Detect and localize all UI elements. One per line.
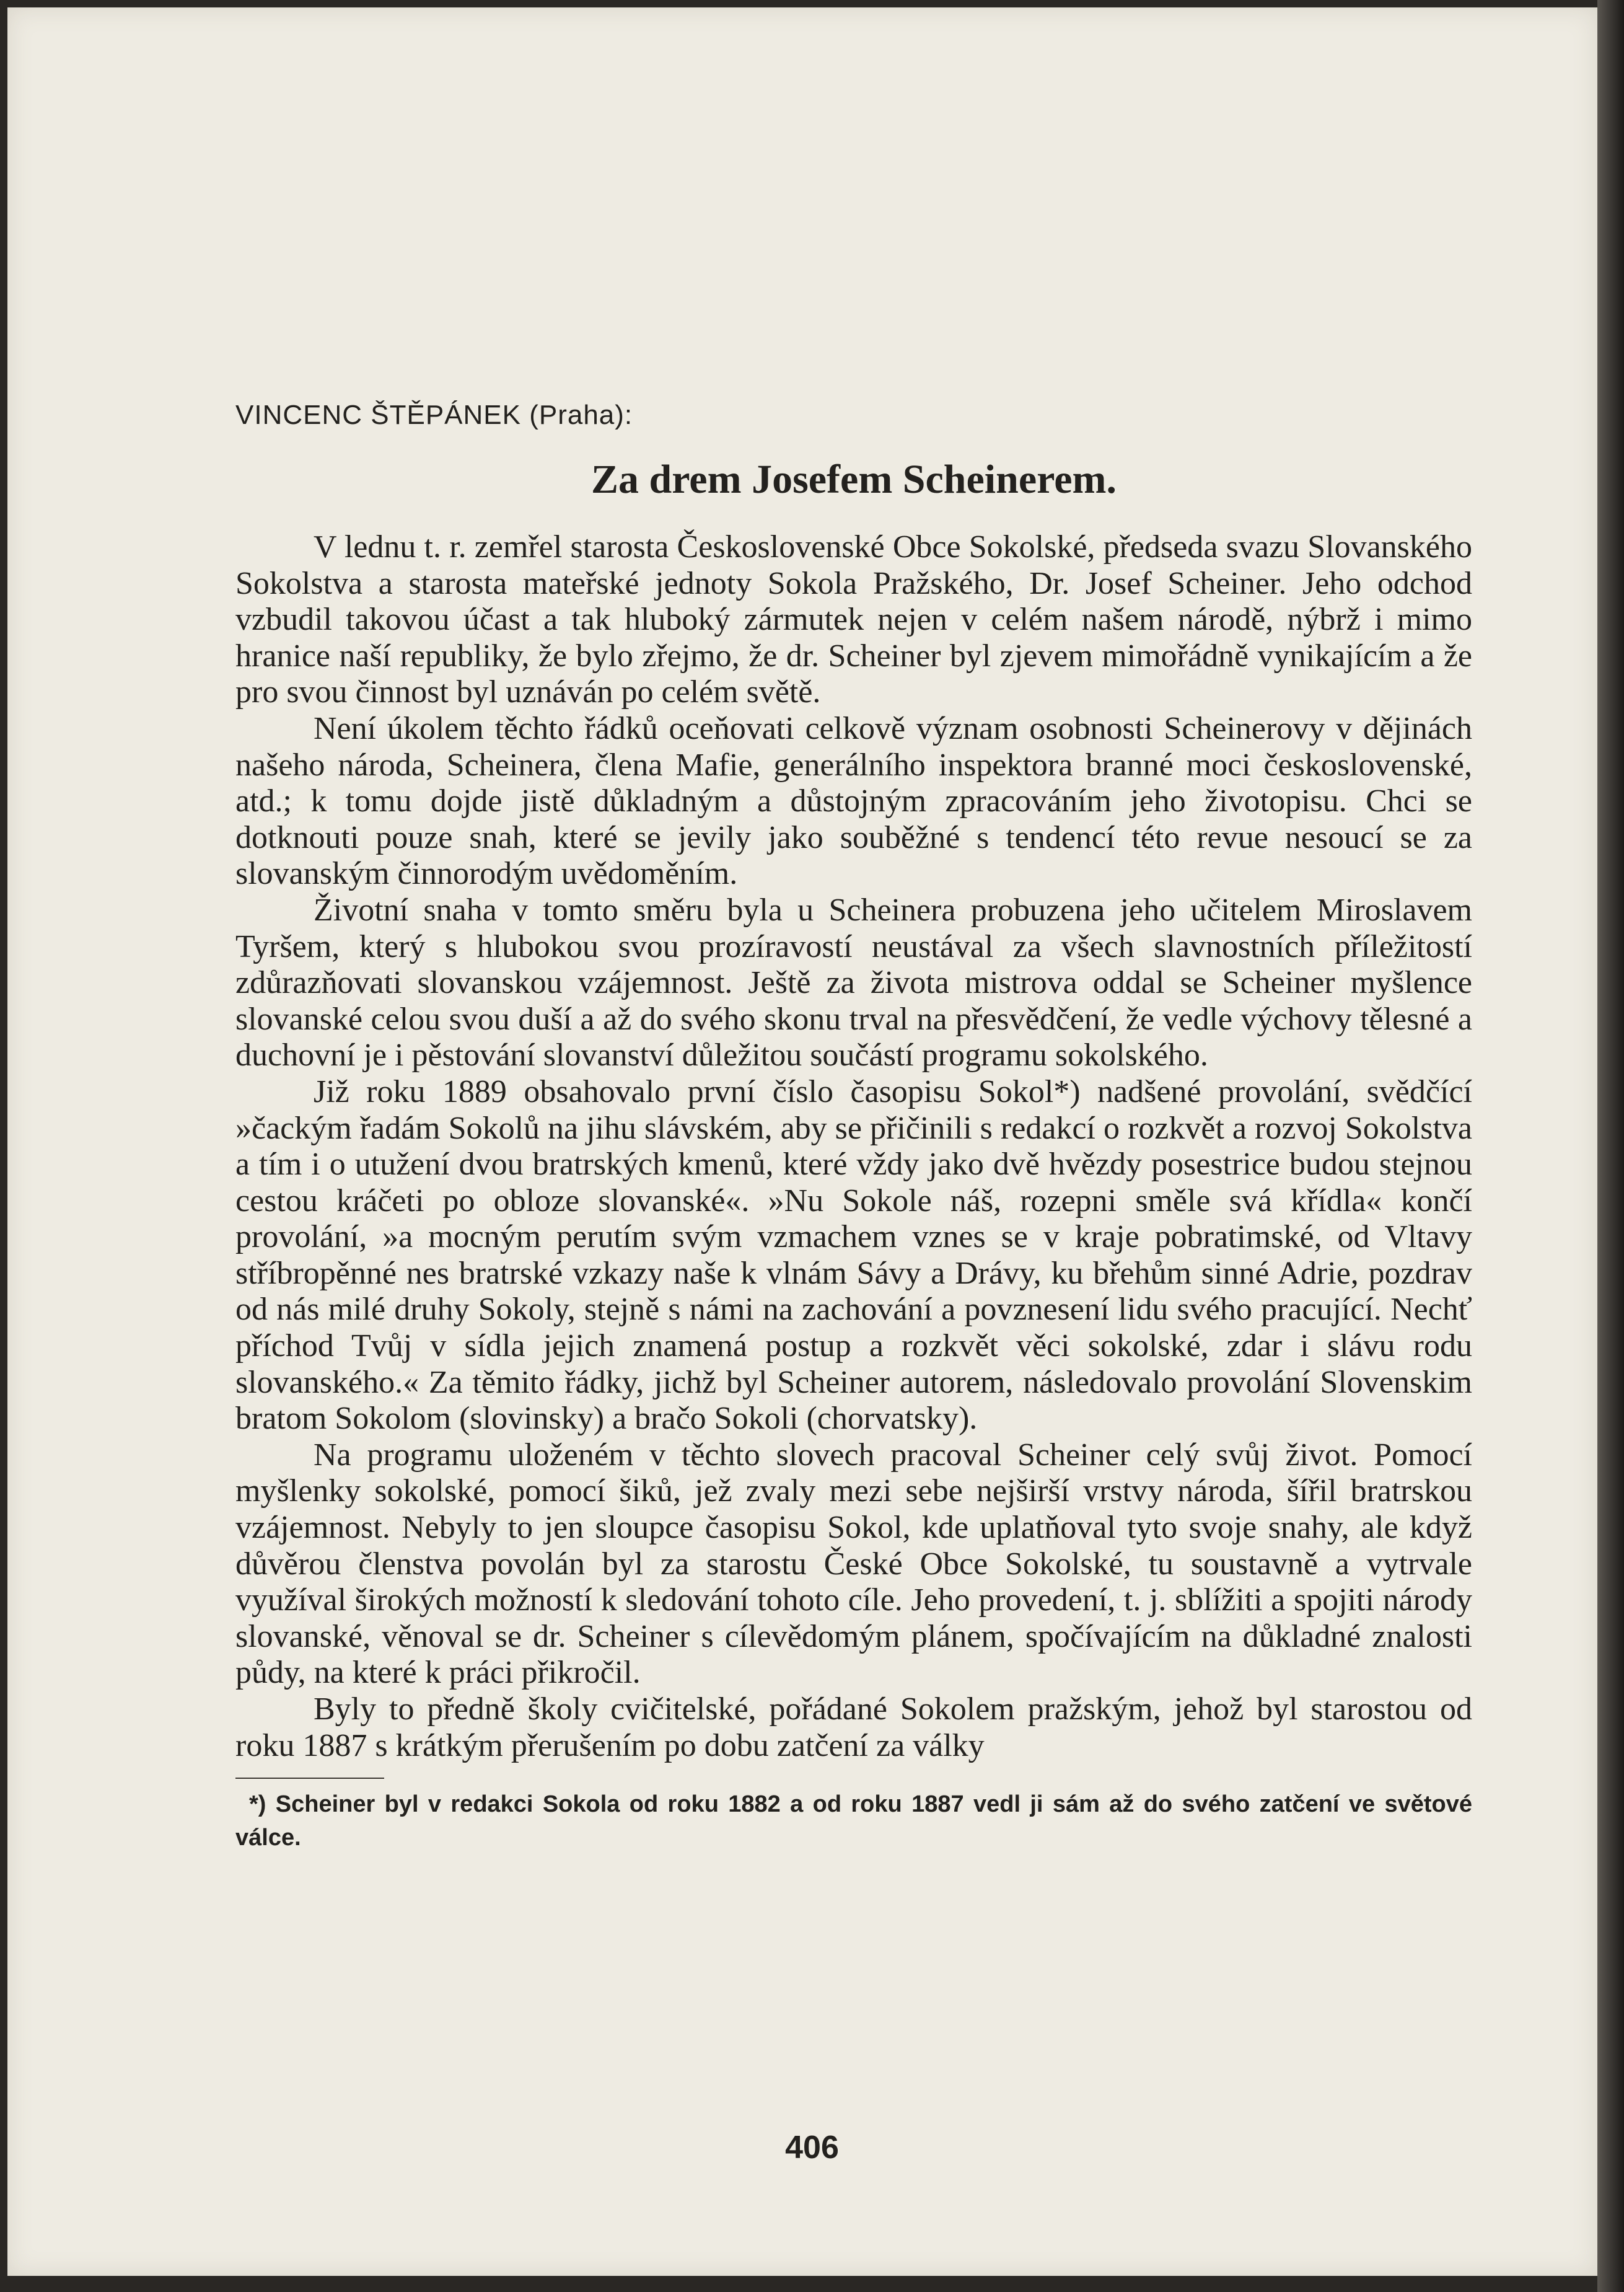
- paragraph-4: Již roku 1889 obsahovalo první číslo časopisu Sokol*) nadšené provolání, svědčící »čackým řadám Sokolů na jihu slávském, aby se přičinili s redakcí o rozkvět a rozvoj Sokolstva a tím i o utužení dvou bratrských kmenů, které vždy jako dvě hvězdy posestrice budou stejnou cestou kráčeti po obloze slovanské«. »Nu Sokole náš, rozepni směle svá křídla« končí provolání, »a mocným perutím svým vzmachem vznes se v kraje pobratimské, od Vltavy stříbropěnné nes bratrské vzkazy naše k vlnám Sávy a Drávy, ku břehům sinné Adrie, pozdrav od nás milé druhy Sokoly, stejně s námi na zachování a povznesení lidu svého pracující. Nechť příchod Tvůj v sídla jejich znamená postup a rozkvět věci sokolské, zdar i slávu rodu slovanského.« Za těmito řádky, jichž byl Scheiner autorem, následovalo provolání Slovenskim bratom Sokolom (slovinsky) a bračo Sokoli (chorvatsky).: [235, 1073, 1472, 1437]
- paragraph-3: Životní snaha v tomto směru byla u Scheinera probuzena jeho učitelem Miroslavem Tyršem, který s hlubokou svou prozíravostí neustával za všech slavnostních příležitostí zdůrazňovati slovanskou vzájemnost. Ještě za života mistrova oddal se Scheiner myšlence slovanské celou svou duší a až do svého skonu trval na přesvědčení, že vedle výchovy tělesné a duchovní je i pěstování slovanství důležitou součástí programu sokolského.: [235, 892, 1472, 1073]
- paragraph-1: V lednu t. r. zemřel starosta Československé Obce Sokolské, předseda svazu Slovanského Sokolstva a starosta mateřské jednoty Sokola Pražského, Dr. Josef Scheiner. Jeho odchod vzbudil takovou účast a tak hluboký zármutek nejen v celém našem národě, nýbrž i mimo hranice naší republiky, že bylo zřejmo, že dr. Scheiner byl zjevem mimořádně vynikajícím a že pro svou činnost byl uznáván po celém světě.: [235, 529, 1472, 710]
- article-body: [235, 397, 1472, 1854]
- paragraph-5: Na programu uloženém v těchto slovech pracoval Scheiner celý svůj život. Pomocí myšlenky sokolské, pomocí šiků, jež zvaly mezi sebe nejširší vrstvy národa, šířil bratrskou vzájemnost. Nebyly to jen sloupce časopisu Sokol, kde uplatňoval tyto svoje snahy, ale když důvěrou členstva povolán byl za starostu České Obce Sokolské, tu soustavně a vytrvale využíval širokých možností k sledování tohoto cíle. Jeho provedení, t. j. sblížiti a spojiti národy slovanské, věnoval se dr. Scheiner s cílevědomým plánem, spočívajícím na důkladné znalosti půdy, na které k práci přikročil.: [235, 1437, 1472, 1691]
- paragraph-2: Není úkolem těchto řádků oceňovati celkově význam osobnosti Scheinerovy v dějinách našeho národa, Scheinera, člena Mafie, generálního inspektora branné moci československé, atd.; k tomu dojde jistě důkladným a důstojným zpracováním jeho životopisu. Chci se dotknouti pouze snah, které se jevily jako souběžné s tendencí této revue nesoucí se za slovanským činnorodým uvědoměním.: [235, 710, 1472, 892]
- paragraph-6: Byly to předně školy cvičitelské, pořádané Sokolem pražským, jehož byl starostou od roku 1887 s krátkým přerušením po dobu zatčení za války: [235, 1691, 1472, 1763]
- page-number: 406: [785, 2130, 839, 2166]
- page-binding-edge: [1597, 0, 1624, 2292]
- author-line: VINCENC ŠTĚPÁNEK (Praha):: [235, 400, 633, 430]
- footnote: *) Scheiner byl v redakci Sokola od roku 1882 a od roku 1887 vedl ji sám až do svého zatčení ve světové válce.: [235, 1791, 1472, 1851]
- article-title: Za drem Josefem Scheinerem.: [590, 457, 1117, 502]
- footnote-divider: [235, 1778, 384, 1779]
